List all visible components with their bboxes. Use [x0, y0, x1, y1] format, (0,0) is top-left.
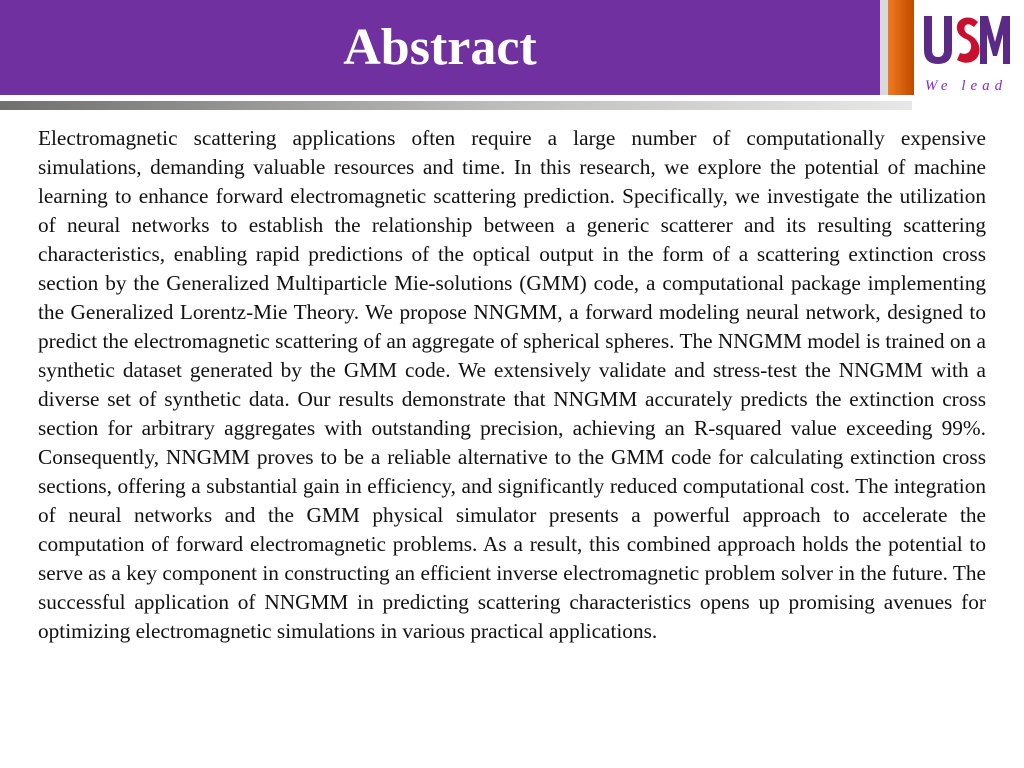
- gray-accent-strip: [880, 0, 888, 95]
- usm-logo-icon: [920, 12, 1012, 68]
- slide-title: Abstract: [343, 19, 537, 76]
- abstract-body: Electromagnetic scattering applications often require a large number of computationally expensive simulations, demanding valuable resources and time. In this research, we explore the potential of machine learning to enhance forward electromagnetic scattering prediction. Specifically, we investigate the utilization of neural networks to establish the relationship between a generic scatterer and its resulting scattering characteristics, enabling rapid predictions of the optical output in the form of a scattering extinction cross section by the Generalized Multiparticle Mie-solutions (GMM) code, a computational package implementing the Generalized Lorentz-Mie Theory. We propose NNGMM, a forward modeling neural network, designed to predict the electromagnetic scattering of an aggregate of spherical spheres. The NNGMM model is trained on a synthetic dataset generated by the GMM code. We extensively validate and stress-test the NNGMM with a diverse set of synthetic data. Our results demonstrate that NNGMM accurately predicts the extinction cross section for arbitrary aggregates with outstanding precision, achieving an R-squared value exceeding 99%. Consequently, NNGMM proves to be a reliable alternative to the GMM code for calculating extinction cross sections, offering a substantial gain in efficiency, and significantly reduced computational cost. The integration of neural networks and the GMM physical simulator presents a powerful approach to accelerate the computation of forward electromagnetic problems. As a result, this combined approach holds the potential to serve as a key component in constructing an efficient inverse electromagnetic problem solver in the future. The successful application of NNGMM in predicting scattering characteristics opens up promising avenues for optimizing electromagnetic simulations in various practical applications.: [38, 126, 986, 643]
- orange-accent-strip: [888, 0, 914, 95]
- usm-logo: [918, 8, 1014, 98]
- logo-slogan: We lead: [924, 78, 1008, 94]
- title-divider: [0, 101, 912, 110]
